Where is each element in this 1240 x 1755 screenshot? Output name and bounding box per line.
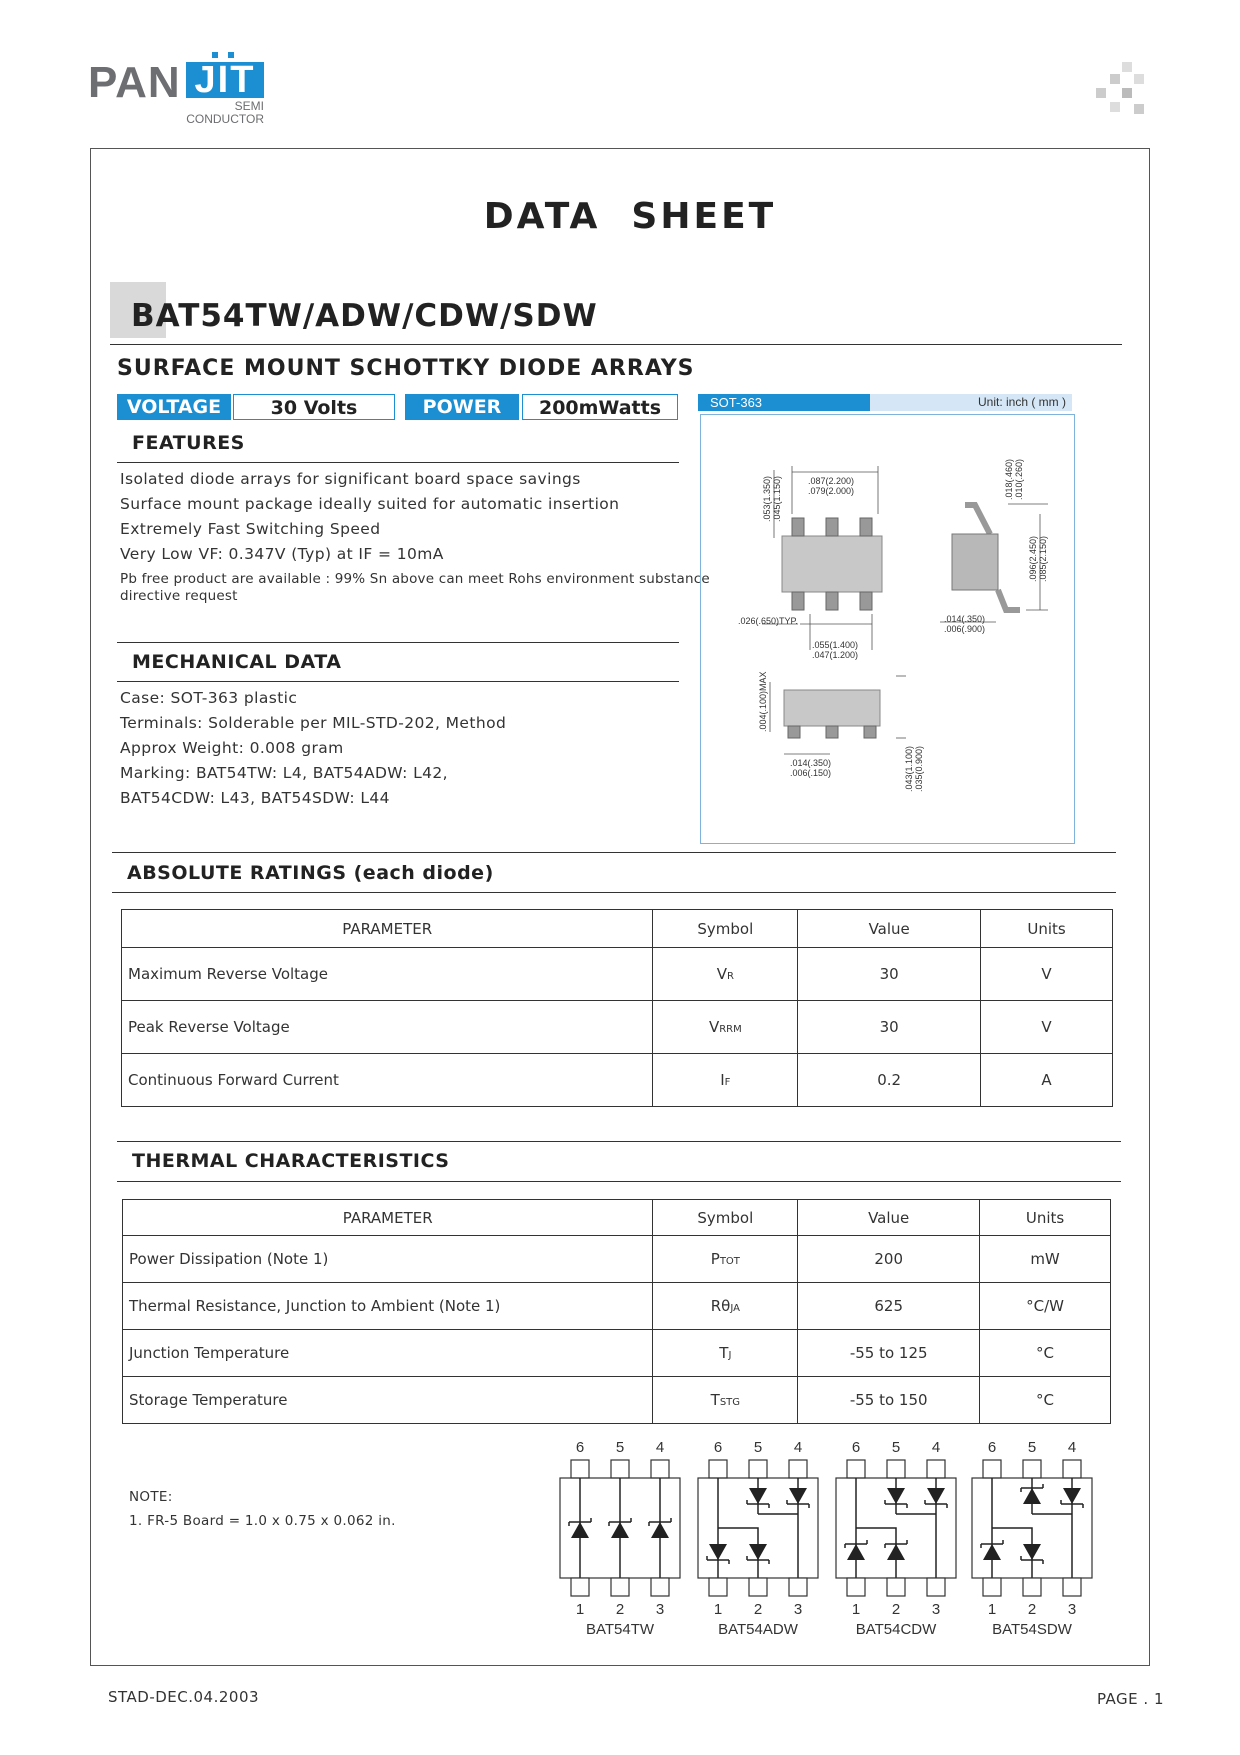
header-value: Value <box>798 1200 980 1236</box>
pin-label: 1 <box>851 1601 861 1618</box>
circuit-bat54cdw <box>836 1439 956 1638</box>
value-cell: 30 <box>798 1001 981 1054</box>
circuit-bat54tw <box>560 1439 680 1638</box>
thermal-top-rule <box>117 1141 1121 1142</box>
pin-label: 5 <box>1027 1439 1037 1456</box>
table-row <box>123 1377 1111 1424</box>
power-label: POWER <box>405 394 519 420</box>
unit-cell: V <box>981 948 1113 1001</box>
pin-label: 4 <box>655 1439 665 1456</box>
value-cell: 200 <box>798 1236 980 1283</box>
absolute-rule <box>112 892 1116 893</box>
pin-label: 6 <box>713 1439 723 1456</box>
package-unit: Unit: inch ( mm ) <box>977 395 1066 409</box>
circuit-name: BAT54TW <box>585 1621 655 1638</box>
circuit-bat54sdw <box>972 1439 1092 1638</box>
mechanical-item: Case: SOT-363 plastic <box>120 689 298 707</box>
symbol-cell <box>653 1054 798 1107</box>
param-cell: Maximum Reverse Voltage <box>122 948 653 1001</box>
pin-label: 3 <box>793 1601 803 1618</box>
symbol-sub: R <box>726 971 734 982</box>
value-cell: -55 to 125 <box>798 1330 980 1377</box>
param-cell: Junction Temperature <box>123 1330 653 1377</box>
part-rule <box>110 344 1122 345</box>
value-cell: -55 to 150 <box>798 1377 980 1424</box>
table-row <box>123 1236 1111 1283</box>
thermal-heading: THERMAL CHARACTERISTICS <box>132 1150 450 1172</box>
pin-label: 5 <box>753 1439 763 1456</box>
package-outline-drawing <box>700 414 1075 844</box>
param-cell: Thermal Resistance, Junction to Ambient (Note 1) <box>123 1283 653 1330</box>
mechanical-top-rule <box>117 642 679 643</box>
dim-z2: .035(0.900) <box>914 745 924 792</box>
feature-item: Surface mount package ideally suited for automatic insertion <box>120 495 620 513</box>
dim-f1: .014(.350) <box>790 758 832 768</box>
dim-w1: .087(2.200) <box>808 476 855 486</box>
mechanical-rule <box>117 681 679 682</box>
table-row <box>122 948 1113 1001</box>
feature-note-line1: Pb free product are available : 99% Sn above can meet Rohs environment substance <box>120 571 710 587</box>
pin-label: 1 <box>575 1601 585 1618</box>
circuit-name: BAT54CDW <box>855 1621 937 1638</box>
features-heading: FEATURES <box>132 432 245 454</box>
table-row <box>122 1001 1113 1054</box>
circuit-bat54adw <box>698 1439 818 1638</box>
unit-cell: °C <box>980 1377 1111 1424</box>
dim-max: .004(.100)MAX <box>758 671 768 732</box>
corner-pattern-icon <box>1096 62 1148 118</box>
page-title: DATA SHEET <box>483 196 777 237</box>
dim-h2: .045(1.150) <box>772 475 782 522</box>
symbol-cell <box>653 1330 798 1377</box>
pin-label: 6 <box>575 1439 585 1456</box>
voltage-label: VOLTAGE <box>117 394 231 420</box>
circuit-diagrams <box>548 1438 1108 1648</box>
pin-label: 5 <box>615 1439 625 1456</box>
voltage-value: 30 Volts <box>233 394 395 420</box>
unit-cell: °C/W <box>980 1283 1111 1330</box>
symbol-sub: JA <box>730 1303 740 1314</box>
symbol-main: T <box>719 1344 729 1362</box>
pin-label: 2 <box>1027 1601 1037 1618</box>
dim-l1: .014(.350) <box>944 614 986 624</box>
table-row <box>122 1054 1113 1107</box>
symbol-cell <box>653 1001 798 1054</box>
pin-label: 2 <box>891 1601 901 1618</box>
logo-jit: JIT <box>186 62 264 98</box>
symbol-cell <box>653 1236 798 1283</box>
symbol-main: V <box>708 1018 720 1036</box>
pin-label: 4 <box>931 1439 941 1456</box>
param-cell: Continuous Forward Current <box>122 1054 653 1107</box>
pin-label: 2 <box>753 1601 763 1618</box>
circuit-name: BAT54ADW <box>718 1621 798 1638</box>
table-header-row <box>122 910 1113 948</box>
unit-cell: A <box>981 1054 1113 1107</box>
pin-label: 4 <box>1067 1439 1077 1456</box>
symbol-main: V <box>716 965 727 983</box>
product-subtitle: SURFACE MOUNT SCHOTTKY DIODE ARRAYS <box>117 356 695 381</box>
symbol-sub: STG <box>719 1397 741 1408</box>
table-row <box>123 1330 1111 1377</box>
absolute-ratings-table <box>121 909 1113 1107</box>
logo-sub-line2: CONDUCTOR <box>186 112 264 126</box>
pin-label: 6 <box>987 1439 997 1456</box>
note-line: 1. FR-5 Board = 1.0 x 0.75 x 0.062 in. <box>129 1513 396 1529</box>
mechanical-heading: MECHANICAL DATA <box>132 651 342 673</box>
dim-p1: .055(1.400) <box>812 640 859 650</box>
feature-item: Extremely Fast Switching Speed <box>120 520 381 538</box>
features-rule <box>117 462 679 463</box>
thermal-rule <box>117 1181 1121 1182</box>
symbol-sub: J <box>728 1350 732 1361</box>
thermal-table <box>122 1199 1111 1424</box>
package-name: SOT-363 <box>698 394 870 411</box>
mechanical-item: BAT54CDW: L43, BAT54SDW: L44 <box>120 789 390 807</box>
dim-h1: .053(1.350) <box>762 475 772 522</box>
symbol-main: I <box>720 1071 725 1089</box>
symbol-sub: RRM <box>719 1024 742 1035</box>
dim-f2: .006(.150) <box>790 768 832 778</box>
mechanical-item: Approx Weight: 0.008 gram <box>120 739 344 757</box>
unit-cell: V <box>981 1001 1113 1054</box>
note-heading: NOTE: <box>129 1489 173 1505</box>
dim-z1: .043(1.100) <box>904 745 914 792</box>
pin-label: 2 <box>615 1601 625 1618</box>
symbol-sub: F <box>724 1077 731 1088</box>
table-header-row <box>123 1200 1111 1236</box>
pin-label: 3 <box>1067 1601 1077 1618</box>
circuit-name: BAT54SDW <box>992 1621 1072 1638</box>
feature-item: Isolated diode arrays for significant board space savings <box>120 470 581 488</box>
symbol-main: P <box>710 1250 720 1268</box>
dim-t1: .018(.460) <box>1004 458 1014 500</box>
symbol-cell <box>653 948 798 1001</box>
header-value: Value <box>798 910 981 948</box>
dim-s1: .096(2.450) <box>1028 535 1038 582</box>
dim-w2: .079(2.000) <box>808 486 855 496</box>
header-symbol: Symbol <box>653 1200 798 1236</box>
header-symbol: Symbol <box>653 910 798 948</box>
header-parameter: PARAMETER <box>123 1200 653 1236</box>
table-row <box>123 1283 1111 1330</box>
symbol-main: Rθ <box>710 1297 731 1315</box>
logo-sub-line1: SEMI <box>234 99 264 113</box>
pin-label: 6 <box>851 1439 861 1456</box>
symbol-cell <box>653 1283 798 1330</box>
value-cell: 30 <box>798 948 981 1001</box>
part-number: BAT54TW/ADW/CDW/SDW <box>131 298 598 334</box>
symbol-sub: TOT <box>719 1256 740 1267</box>
absolute-heading: ABSOLUTE RATINGS (each diode) <box>127 862 494 884</box>
footer-date-code: STAD-DEC.04.2003 <box>108 1688 260 1706</box>
header-units: Units <box>981 910 1113 948</box>
header-parameter: PARAMETER <box>122 910 653 948</box>
pin-label: 3 <box>931 1601 941 1618</box>
dim-s2: .085(2.150) <box>1038 535 1048 582</box>
header-units: Units <box>980 1200 1111 1236</box>
pin-label: 5 <box>891 1439 901 1456</box>
dim-p2: .047(1.200) <box>812 650 859 660</box>
dim-t2: .010(.260) <box>1014 458 1024 500</box>
param-cell: Peak Reverse Voltage <box>122 1001 653 1054</box>
value-cell: 625 <box>798 1283 980 1330</box>
footer-page-number: PAGE . 1 <box>1096 1690 1164 1708</box>
pin-label: 4 <box>793 1439 803 1456</box>
symbol-cell <box>653 1377 798 1424</box>
mechanical-item: Marking: BAT54TW: L4, BAT54ADW: L42, <box>120 764 448 782</box>
logo-subtitle <box>180 100 264 126</box>
unit-cell: mW <box>980 1236 1111 1283</box>
dim-l2: .006(.900) <box>944 624 986 634</box>
absolute-top-rule <box>112 852 1116 853</box>
pin-label: 1 <box>713 1601 723 1618</box>
value-cell: 0.2 <box>798 1054 981 1107</box>
feature-note-line2: directive request <box>120 588 238 604</box>
unit-cell: °C <box>980 1330 1111 1377</box>
pin-label: 1 <box>987 1601 997 1618</box>
symbol-main: T <box>710 1391 720 1409</box>
param-cell: Storage Temperature <box>123 1377 653 1424</box>
dim-pitch: .026(.650)TYP. <box>738 616 798 626</box>
mechanical-item: Terminals: Solderable per MIL-STD-202, Method <box>120 714 507 732</box>
pin-label: 3 <box>655 1601 665 1618</box>
logo-pan: PAN <box>88 58 181 107</box>
param-cell: Power Dissipation (Note 1) <box>123 1236 653 1283</box>
feature-item: Very Low VF: 0.347V (Typ) at IF = 10mA <box>120 545 444 563</box>
power-value: 200mWatts <box>522 394 678 420</box>
